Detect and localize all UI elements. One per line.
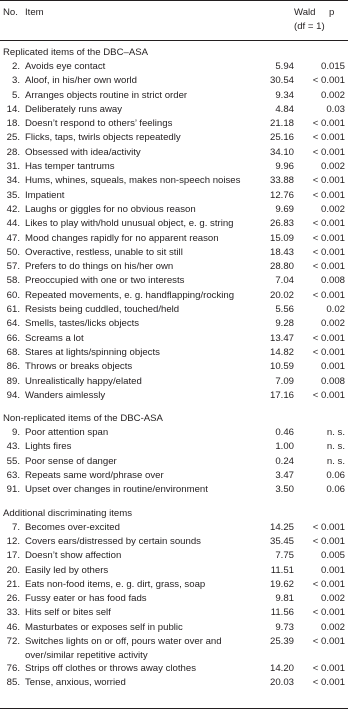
item-number: 55. — [6, 455, 20, 467]
table-section — [0, 498, 348, 691]
table-row — [0, 174, 348, 188]
table-row — [0, 146, 348, 160]
item-text: Likes to play with/hold unusual object, e. g. string — [25, 218, 234, 230]
p-value: 0.015 — [320, 61, 345, 72]
item-text: Smells, tastes/licks objects — [25, 318, 140, 330]
wald-value: 9.73 — [275, 621, 294, 633]
wald-value: 9.69 — [275, 203, 294, 215]
item-number: 18. — [6, 118, 20, 130]
wald-value: 11.51 — [270, 564, 294, 576]
table-row — [0, 303, 348, 317]
item-text: Stares at lights/spinning objects — [25, 346, 160, 358]
table-row — [0, 74, 348, 88]
table-row — [0, 621, 348, 635]
item-number: 86. — [6, 361, 20, 373]
table-row — [0, 317, 348, 331]
item-number: 63. — [6, 470, 20, 482]
table-row — [0, 217, 348, 231]
item-text: Tense, anxious, worried — [25, 677, 126, 689]
table-row — [0, 360, 348, 374]
item-number: 31. — [6, 161, 20, 173]
item-number: 42. — [6, 203, 20, 215]
p-value: 0.002 — [320, 203, 345, 215]
wald-value: 30.54 — [269, 75, 294, 87]
item-number: 25. — [6, 132, 20, 144]
item-text: Mood changes rapidly for no apparent reason — [25, 232, 219, 244]
section-title: Additional discriminating items — [3, 507, 133, 519]
item-text: Covers ears/distressed by certain sounds — [25, 535, 201, 547]
table-row — [0, 549, 348, 563]
p-value: < 0.001 — [312, 189, 345, 201]
table-row — [0, 469, 348, 483]
table-row — [0, 117, 348, 131]
section-title: Non-replicated items of the DBC-ASA — [3, 413, 163, 425]
p-value: < 0.001 — [312, 175, 345, 187]
p-value: < 0.001 — [312, 346, 345, 358]
p-value: < 0.001 — [312, 389, 345, 401]
wald-value: 5.94 — [275, 61, 294, 72]
wald-value: 20.02 — [269, 289, 294, 301]
item-text: Doesn’t show affection — [25, 550, 122, 562]
item-text: Prefers to do things on his/her own — [25, 261, 174, 273]
table-section — [0, 46, 348, 403]
item-number: 17. — [6, 550, 20, 562]
item-number: 33. — [6, 607, 20, 619]
table-row — [0, 564, 348, 578]
wald-value: 0.46 — [275, 427, 294, 439]
item-text: Easily led by others — [25, 564, 109, 576]
item-text: Becomes over-excited — [25, 521, 120, 533]
p-value: < 0.001 — [312, 578, 345, 590]
table-row — [0, 389, 348, 403]
p-value: 0.002 — [320, 621, 345, 633]
item-text: Repeated movements, e. g. handflapping/rocking — [25, 289, 235, 301]
item-text: Flicks, taps, twirls objects repeatedly — [25, 132, 181, 144]
p-value: < 0.001 — [312, 662, 345, 674]
wald-value: 9.34 — [275, 89, 294, 101]
wald-value: 1.00 — [275, 441, 294, 453]
item-number: 28. — [6, 146, 20, 158]
p-value: < 0.001 — [312, 218, 345, 230]
item-number: 43. — [6, 441, 20, 453]
p-value: n. s. — [326, 455, 345, 467]
item-number: 46. — [6, 621, 20, 633]
item-text: Screams a lot — [25, 332, 84, 344]
table-row — [0, 246, 348, 260]
p-value: 0.002 — [320, 593, 345, 605]
wald-value: 5.56 — [275, 304, 294, 316]
item-number: 64. — [6, 318, 20, 330]
item-number: 94. — [6, 389, 20, 401]
item-text: Avoids eye contact — [25, 61, 106, 72]
item-text: Hums, whines, squeals, makes non-speech noises — [25, 175, 241, 187]
table-row — [0, 60, 348, 74]
wald-value: 4.84 — [275, 103, 294, 115]
table-row — [0, 160, 348, 174]
p-value: < 0.001 — [312, 261, 345, 273]
item-text: Aloof, in his/her own world — [25, 75, 137, 87]
wald-value: 21.18 — [269, 118, 294, 130]
wald-value: 26.83 — [269, 218, 294, 230]
wald-value: 10.59 — [269, 361, 294, 373]
item-number: 68. — [6, 346, 20, 358]
wald-value: 3.47 — [275, 470, 294, 482]
table-row — [0, 375, 348, 389]
item-number: 44. — [6, 218, 20, 230]
header-no: No. — [3, 7, 18, 18]
p-value: < 0.001 — [312, 118, 345, 130]
item-number: 50. — [6, 246, 20, 258]
item-number: 3. — [11, 75, 20, 87]
p-value: 0.008 — [320, 275, 345, 287]
table-row — [0, 332, 348, 346]
p-value: < 0.001 — [312, 146, 345, 158]
header-df: (df = 1) — [294, 21, 325, 32]
p-value: 0.001 — [320, 564, 345, 576]
wald-value: 14.82 — [269, 346, 294, 358]
table-row — [0, 521, 348, 535]
table-row — [0, 346, 348, 360]
item-text: Upset over changes in routine/environment — [25, 484, 208, 496]
table-row — [0, 131, 348, 145]
item-text: Arranges objects routine in strict order — [25, 89, 188, 101]
wald-value: 35.45 — [269, 535, 294, 547]
p-value: 0.005 — [320, 550, 345, 562]
item-number: 57. — [6, 261, 20, 273]
table-row — [0, 483, 348, 497]
item-number: 12. — [6, 535, 20, 547]
item-text: Hits self or bites self — [25, 607, 111, 619]
wald-value: 9.28 — [275, 318, 294, 330]
item-text: Switches lights on or off, pours water over and over/similar repetitive activity — [25, 636, 222, 661]
wald-value: 0.24 — [275, 455, 294, 467]
p-value: 0.06 — [326, 470, 345, 482]
item-number: 58. — [6, 275, 20, 287]
p-value: n. s. — [326, 441, 345, 453]
item-number: 21. — [6, 578, 20, 590]
item-number: 76. — [6, 662, 20, 674]
p-value: 0.001 — [320, 361, 345, 373]
wald-value: 3.50 — [275, 484, 294, 496]
bottom-rule — [0, 708, 348, 709]
table-row — [0, 203, 348, 217]
table-row — [0, 535, 348, 549]
wald-value: 11.56 — [270, 607, 294, 619]
table-header — [0, 3, 348, 39]
p-value: < 0.001 — [312, 289, 345, 301]
item-number: 35. — [6, 189, 20, 201]
item-number: 14. — [6, 103, 20, 115]
wald-value: 9.96 — [275, 161, 294, 173]
wald-value: 14.25 — [269, 521, 294, 533]
table-row — [0, 440, 348, 454]
wald-value: 7.09 — [275, 375, 294, 387]
table-row — [0, 426, 348, 440]
item-number: 66. — [6, 332, 20, 344]
table-row — [0, 103, 348, 117]
p-value: < 0.001 — [312, 132, 345, 144]
p-value: < 0.001 — [312, 332, 345, 344]
p-value: < 0.001 — [312, 521, 345, 533]
p-value: < 0.001 — [312, 232, 345, 244]
wald-value: 33.88 — [269, 175, 294, 187]
header-rule — [0, 40, 348, 41]
item-number: 26. — [6, 593, 20, 605]
item-text: Fussy eater or has food fads — [25, 593, 147, 605]
item-text: Repeats same word/phrase over — [25, 470, 164, 482]
item-number: 20. — [6, 564, 20, 576]
table-body — [0, 45, 348, 691]
item-text: Poor attention span — [25, 427, 109, 439]
item-number: 89. — [6, 375, 20, 387]
item-number: 72. — [6, 635, 20, 647]
p-value: < 0.001 — [312, 635, 345, 647]
p-value: < 0.001 — [312, 677, 345, 689]
item-text: Obsessed with idea/activity — [25, 146, 141, 158]
item-number: 5. — [11, 89, 20, 101]
item-text: Lights fires — [25, 441, 72, 453]
item-number: 2. — [11, 61, 20, 72]
wald-value: 7.04 — [275, 275, 294, 287]
section-title: Replicated items of the DBC–ASA — [3, 47, 149, 58]
header-p: p — [329, 7, 335, 18]
table-row — [0, 592, 348, 606]
p-value: < 0.001 — [312, 607, 345, 619]
item-text: Throws or breaks objects — [25, 361, 133, 373]
table-row — [0, 578, 348, 592]
item-text: Strips off clothes or throws away clothes — [25, 662, 196, 674]
wald-value: 9.81 — [275, 593, 294, 605]
table-row — [0, 606, 348, 620]
item-number: 7. — [11, 521, 20, 533]
item-text: Overactive, restless, unable to sit still — [25, 246, 183, 258]
wald-value: 20.03 — [269, 677, 294, 689]
item-number: 9. — [11, 427, 20, 439]
item-text: Laughs or giggles for no obvious reason — [25, 203, 196, 215]
p-value: 0.008 — [320, 375, 345, 387]
item-number: 60. — [6, 289, 20, 301]
item-text: Unrealistically happy/elated — [25, 375, 142, 387]
item-text: Poor sense of danger — [25, 455, 117, 467]
wald-value: 13.47 — [269, 332, 294, 344]
item-text: Wanders aimlessly — [25, 389, 106, 401]
item-text: Doesn’t respond to others’ feelings — [25, 118, 173, 130]
p-value: 0.002 — [320, 89, 345, 101]
item-text: Deliberately runs away — [25, 103, 123, 115]
wald-value: 15.09 — [269, 232, 294, 244]
p-value: 0.03 — [326, 103, 345, 115]
table-row — [0, 260, 348, 274]
p-value: < 0.001 — [312, 75, 345, 87]
wald-value: 7.75 — [275, 550, 294, 562]
header-item: Item — [25, 7, 44, 18]
wald-value: 28.80 — [269, 261, 294, 273]
item-number: 85. — [6, 677, 20, 689]
wald-value: 25.16 — [269, 132, 294, 144]
p-value: 0.06 — [326, 484, 345, 496]
item-text: Masturbates or exposes self in public — [25, 621, 183, 633]
item-number: 91. — [6, 484, 20, 496]
wald-value: 34.10 — [269, 146, 294, 158]
table-row — [0, 635, 348, 662]
p-value: 0.002 — [320, 161, 345, 173]
table-row — [0, 455, 348, 469]
top-rule — [0, 0, 348, 1]
item-number: 47. — [6, 232, 20, 244]
table-row — [0, 676, 348, 690]
wald-value: 19.62 — [269, 578, 294, 590]
item-number: 34. — [6, 175, 20, 187]
table-row — [0, 662, 348, 676]
wald-value: 14.20 — [269, 662, 294, 674]
table-row — [0, 189, 348, 203]
table-row — [0, 232, 348, 246]
table-row — [0, 89, 348, 103]
wald-value: 17.16 — [269, 389, 294, 401]
p-value: 0.002 — [320, 318, 345, 330]
wald-value: 18.43 — [269, 246, 294, 258]
p-value: n. s. — [326, 427, 345, 439]
item-number: 61. — [6, 304, 20, 316]
p-value: < 0.001 — [312, 246, 345, 258]
table-row — [0, 289, 348, 303]
table-row — [0, 274, 348, 288]
item-text: Impatient — [25, 189, 65, 201]
header-wald: Wald — [294, 7, 316, 18]
item-text: Resists being cuddled, touched/held — [25, 304, 180, 316]
p-value: 0.02 — [326, 304, 345, 316]
wald-value: 25.39 — [269, 635, 294, 647]
item-text: Eats non-food items, e. g. dirt, grass, soap — [25, 578, 206, 590]
item-text: Has temper tantrums — [25, 161, 115, 173]
p-value: < 0.001 — [312, 535, 345, 547]
item-text: Preoccupied with one or two interests — [25, 275, 185, 287]
wald-value: 12.76 — [269, 189, 294, 201]
table-section — [0, 403, 348, 497]
